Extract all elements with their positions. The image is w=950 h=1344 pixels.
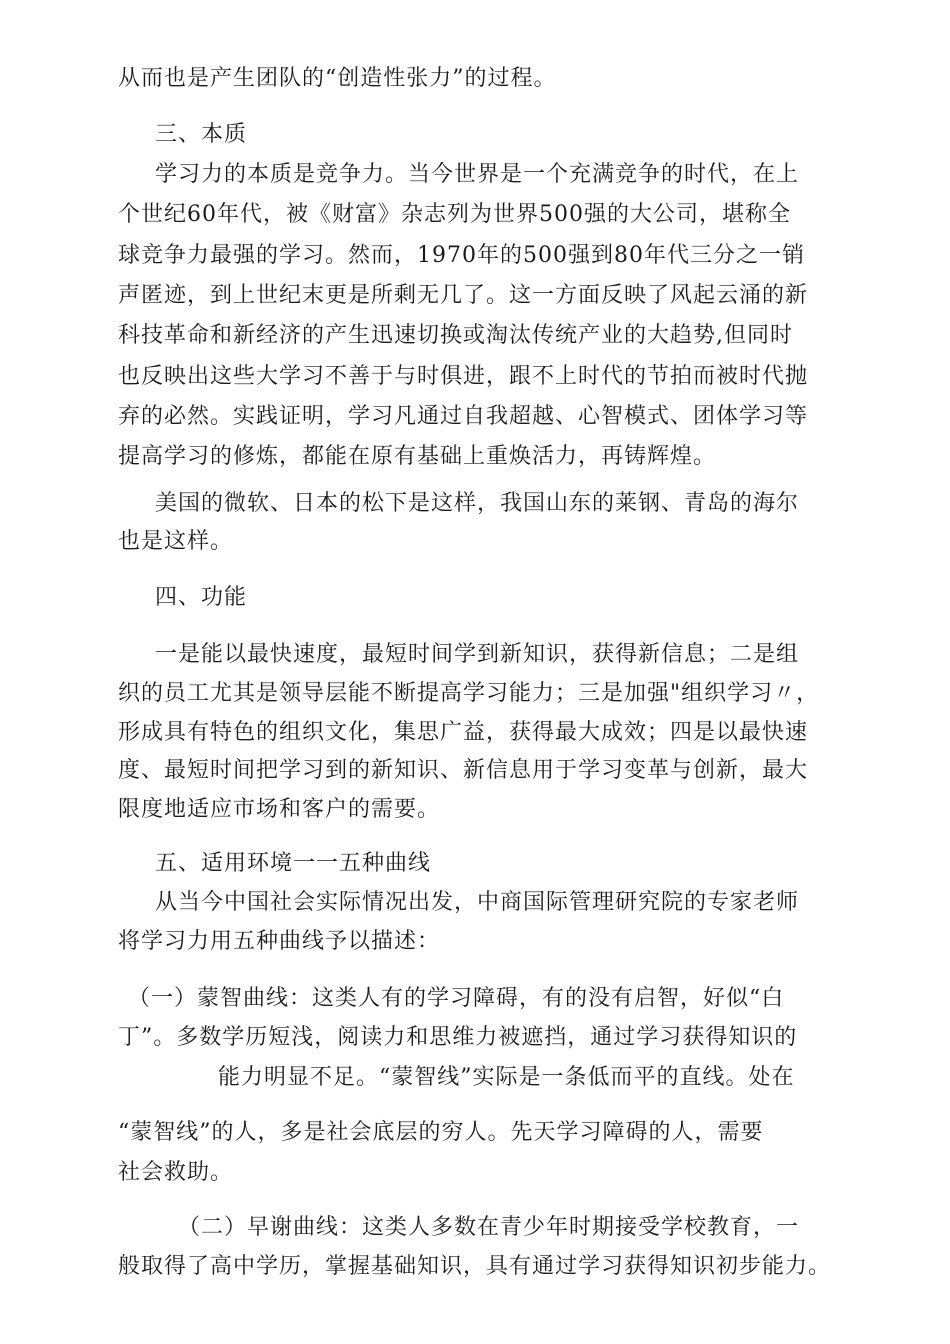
- text-line: 般取得了高中学历，掌握基础知识，具有通过学习获得知识初步能力。: [118, 1254, 832, 1279]
- text-line: 也反映出这些大学习不善于与时俱进，跟不上时代的节拍而被时代抛: [118, 364, 809, 389]
- text-line: 弃的必然。实践证明，学习凡通过自我超越、心智模式、团体学习等: [118, 404, 809, 429]
- text-line: 度、最短时间把学习到的新知识、新信息用于学习变革与创新，最大: [118, 758, 809, 783]
- section-heading: 三、本质: [155, 122, 248, 147]
- text-line: 也是这样。: [118, 529, 234, 554]
- text-line: 织的员工尤其是领导层能不断提高学习能力；三是加强"组织学习〃，: [118, 681, 820, 706]
- text-line: （一）蒙智曲线：这类人有的学习障碍，有的没有启智，好似“白: [128, 986, 785, 1011]
- section-heading: 四、功能: [155, 585, 248, 610]
- text-line: 美国的微软、日本的松下是这样，我国山东的莱钢、青岛的海尔: [155, 491, 800, 516]
- text-line: （二）早谢曲线：这类人多数在青少年时期接受学校教育，一: [178, 1215, 800, 1240]
- text-line: 提高学习的修炼，都能在原有基础上重焕活力，再铸辉煌。: [118, 444, 717, 469]
- text-line: 限度地适应市场和客户的需要。: [118, 797, 441, 822]
- text-line: 个世纪60年代，被《财富》杂志列为世界500强的大公司，堪称全: [118, 202, 791, 227]
- text-line: 学习力的本质是竞争力。当今世界是一个充满竞争的时代，在上: [155, 162, 800, 187]
- text-line: 一是能以最快速度，最短时间学到新知识，获得新信息；二是组: [155, 642, 800, 667]
- text-line: 丁”。多数学历短浅，阅读力和思维力被遮挡，通过学习获得知识的: [118, 1025, 798, 1050]
- text-line: 从当今中国社会实际情况出发，中商国际管理研究院的专家老师: [155, 890, 800, 915]
- text-line: 声匿迹，到上世纪末更是所剩无几了。这一方面反映了风起云涌的新: [118, 283, 809, 308]
- text-line: 社会救助。: [118, 1160, 234, 1185]
- section-heading: 五、适用环境一一五种曲线: [155, 851, 432, 876]
- text-line: 形成具有特色的组织文化，集思广益，获得最大成效；四是以最快速: [118, 720, 809, 745]
- text-line: “蒙智线”的人，多是社会底层的穷人。先天学习障碍的人，需要: [118, 1120, 764, 1145]
- text-line: 科技革命和新经济的产生迅速切换或淘汰传统产业的大趋势,但同时: [118, 323, 793, 348]
- text-line: 能力明显不足。“蒙智线”实际是一条低而平的直线。处在: [218, 1065, 795, 1090]
- text-line: 球竞争力最强的学习。然而，1970年的500强到80年代三分之一销: [118, 243, 805, 268]
- text-line: 将学习力用五种曲线予以描述：: [118, 929, 441, 954]
- text-line: 从而也是产生团队的“创造性张力”的过程。: [118, 66, 557, 91]
